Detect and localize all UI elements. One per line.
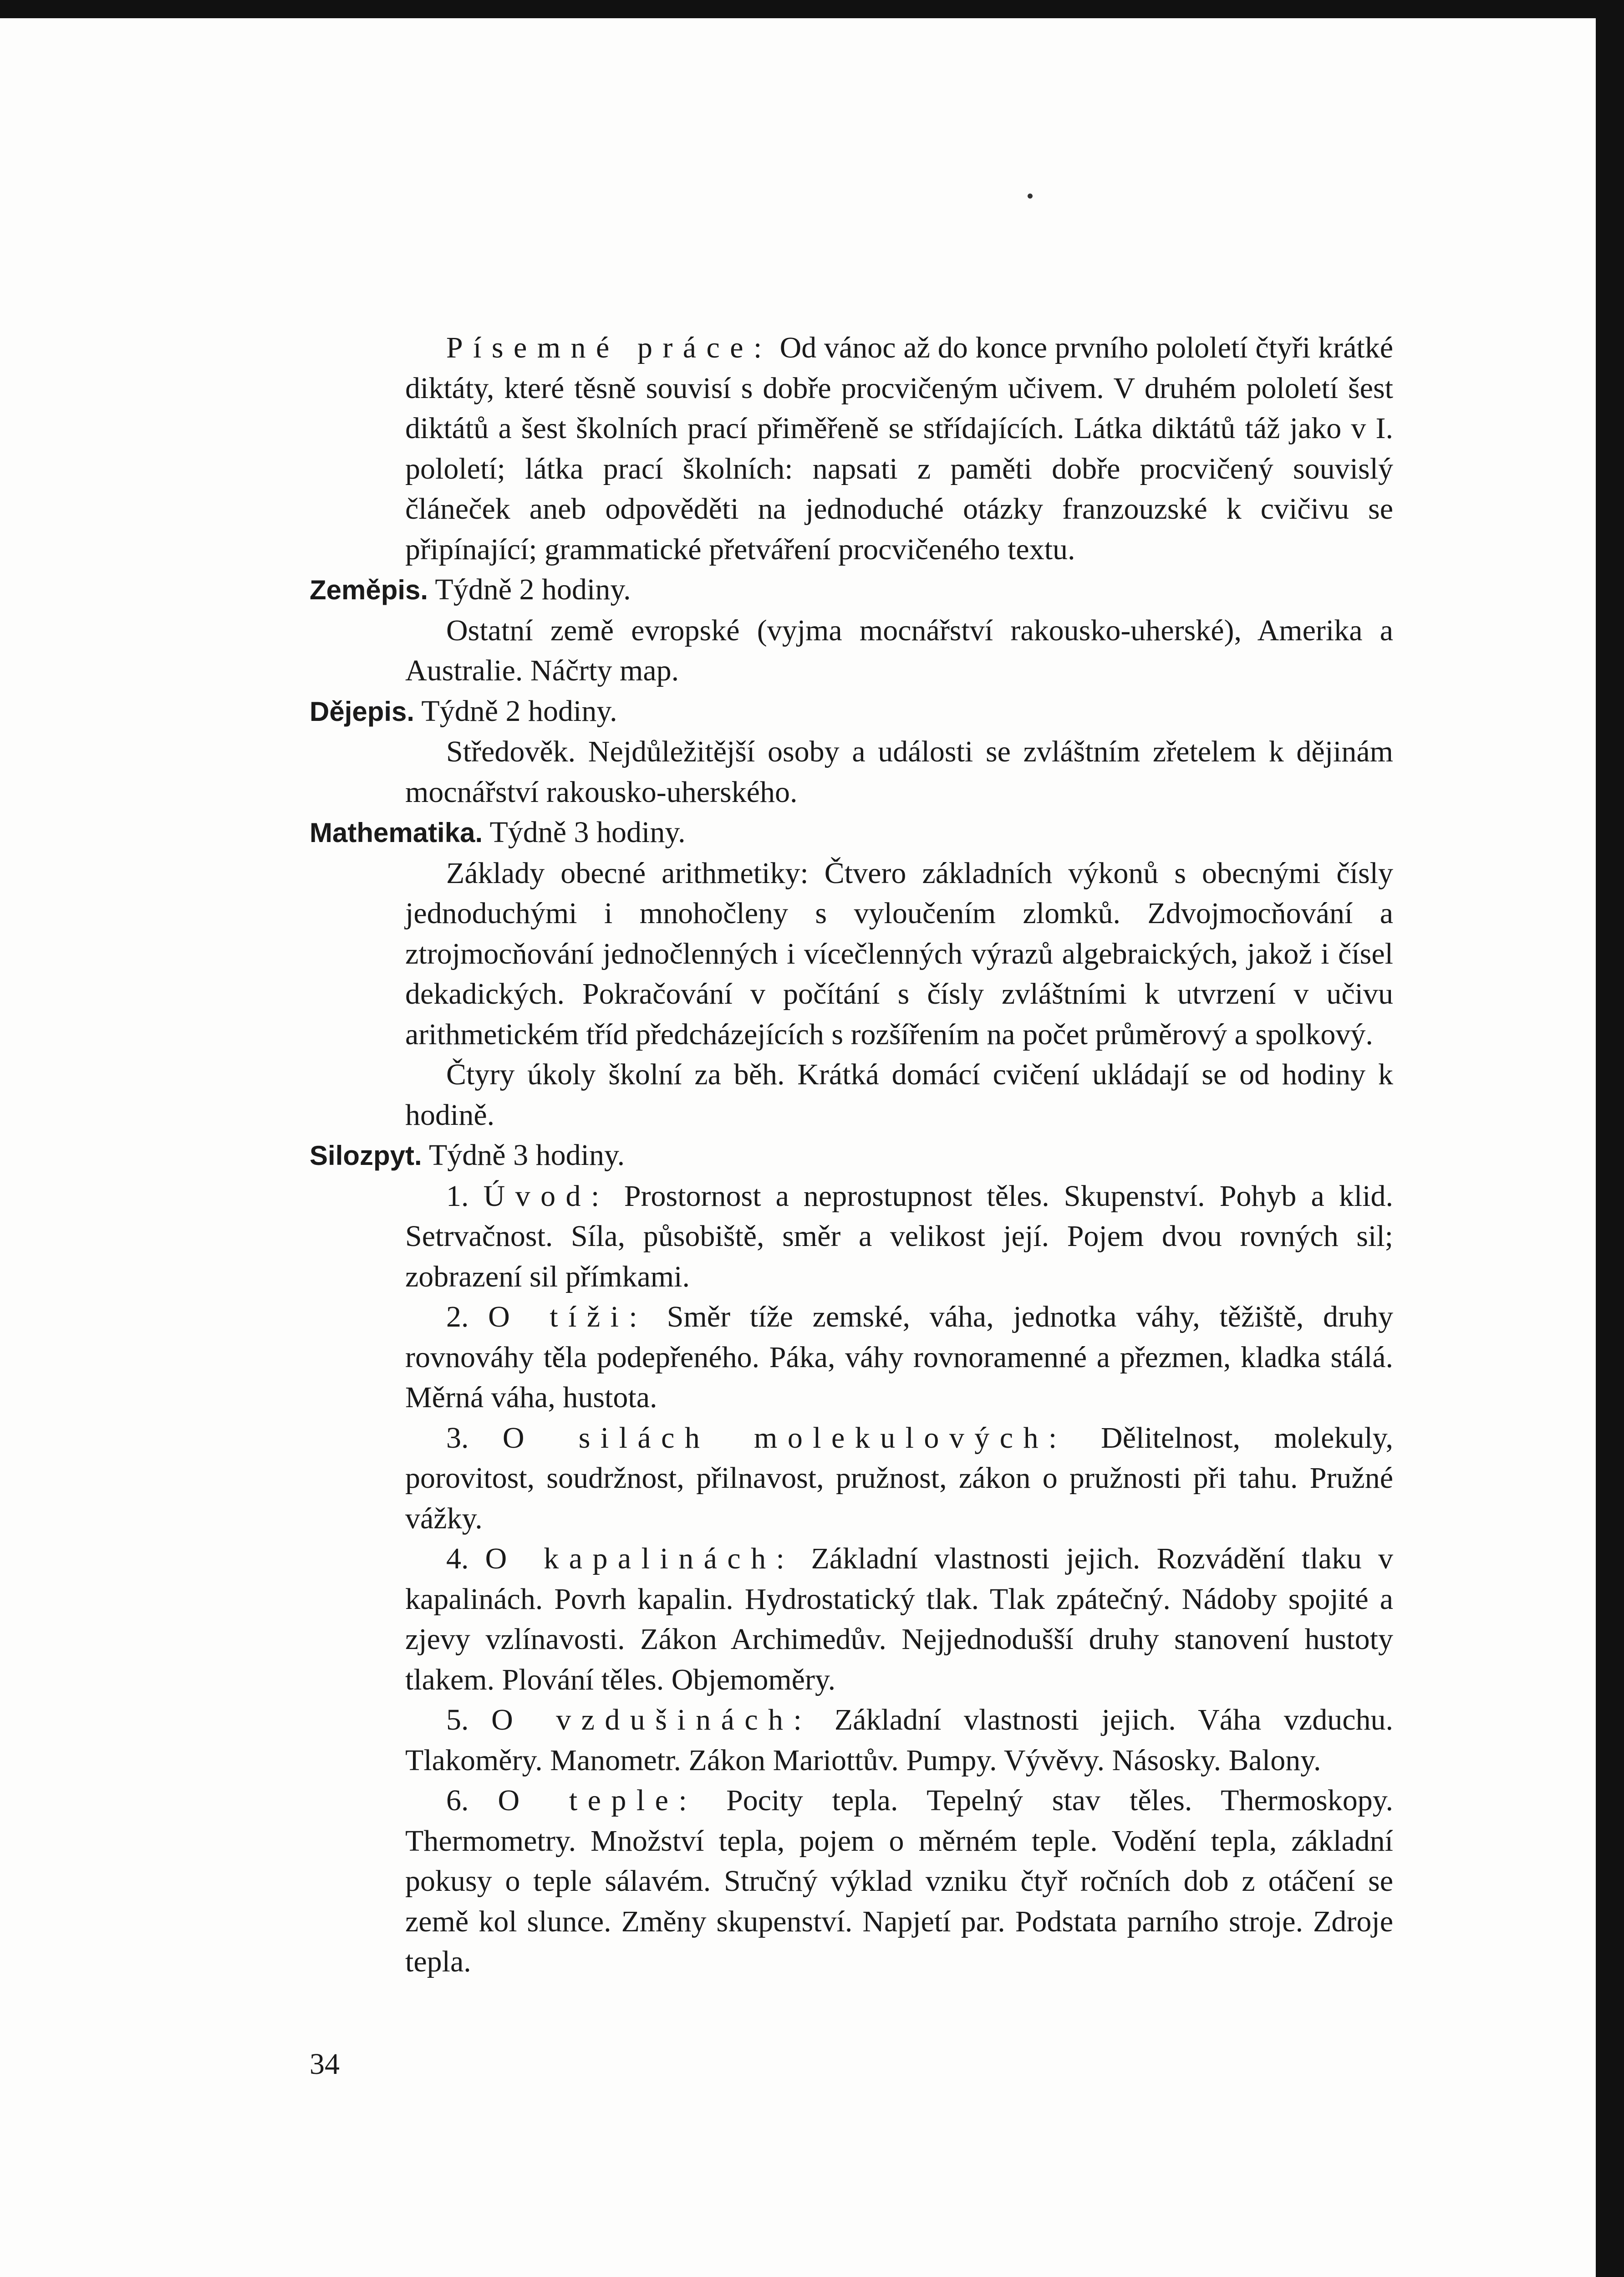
item-number: 1.	[446, 1179, 469, 1213]
book-page	[0, 18, 1596, 2277]
item-title: Úvod:	[483, 1179, 610, 1213]
intro-text: Od vánoc až do konce prvního pololetí čtyři krátké diktáty, které těsně souvisí s dobře procvičeným učivem. V druhém pololetí šest diktátů a šest školních prací přiměřeně se střídajících. Látka diktátů táž jako v I. pololetí; látka prací školních: napsati z paměti dobře procvičený souvislý článeček aneb odpověděti na jednoduché otázky franzouzské k cvičivu se připínající; grammatické přetváření procvičeného textu.	[405, 331, 1394, 566]
item-title: O silách molekulových:	[502, 1421, 1067, 1455]
mathematika-paragraph-2: Čtyry úkoly školní za běh. Krátká domácí cvičení ukládají se od hodiny k hodině.	[405, 1058, 1393, 1132]
zemepis-label: Zeměpis.	[310, 575, 428, 605]
item-title: O vzdušinách:	[491, 1703, 812, 1736]
silozpyt-label: Silozpyt.	[310, 1140, 422, 1171]
silozpyt-item	[310, 1176, 1393, 1297]
zemepis-heading	[310, 570, 1393, 611]
item-title: O kapalinách:	[485, 1542, 795, 1575]
dejepis-label: Dějepis.	[310, 696, 415, 727]
item-number: 3.	[446, 1421, 469, 1455]
dejepis-hours: Týdně 2 hodiny.	[414, 694, 617, 728]
mathematika-heading	[310, 812, 1393, 853]
item-text: Pocity tepla. Tepelný stav těles. Thermoskopy. Thermometry. Množství tepla, pojem o měrném teple. Vodění tepla, základní pokusy o teple sálavém. Stručný výklad vzniku čtyř ročních dob z otáčení se země kol slunce. Změny skupenství. Napjetí par. Podstata parního stroje. Zdroje tepla.	[405, 1784, 1393, 1978]
mathematika-label: Mathematika.	[310, 817, 483, 848]
item-text: Základní vlastnosti jejich. Váha vzduchu. Tlakoměry. Manometr. Zákon Mariottův. Pumpy. Vývěvy. Násosky. Balony.	[405, 1703, 1393, 1777]
mathematika-paragraph-1: Základy obecné arithmetiky: Čtvero základních výkonů s obecnými čísly jednoduchými i mnohočleny s vyloučením zlomků. Zdvojmocňování a ztrojmocňování jednočlenných i vícečlenných výrazů algebraických, jakož i čísel dekadických. Pokračování v počítání s čísly zvláštními k utvrzení v učivu arithmetickém tříd předcházejících s rozšířením na počet průměrový a spolkový.	[405, 856, 1393, 1051]
dejepis-text: Středověk. Nejdůležitější osoby a události se zvláštním zřetelem k dějinám mocnářství rakousko-uherského.	[405, 735, 1393, 809]
item-number: 5.	[446, 1703, 469, 1736]
item-text: Směr tíže zemské, váha, jednotka váhy, těžiště, druhy rovnováhy těla podepřeného. Páka, váhy rovnoramenné a přezmen, kladka stálá. Měrná váha, hustota.	[405, 1300, 1393, 1414]
item-number: 4.	[446, 1542, 469, 1575]
item-text: Dělitelnost, molekuly, porovitost, soudržnost, přilnavost, pružnost, zákon o pružnosti při tahu. Pružné vážky.	[405, 1421, 1393, 1535]
silozpyt-item	[310, 1539, 1393, 1700]
item-text: Základní vlastnosti jejich. Rozvádění tlaku v kapalinách. Povrh kapalin. Hydrostatický tlak. Tlak zpátečný. Nádoby spojité a zjevy vzlínavosti. Zákon Archimedův. Nejjednodušší druhy stanovení hustoty tlakem. Plování těles. Objemoměry.	[405, 1542, 1393, 1696]
item-number: 2.	[446, 1300, 469, 1333]
zemepis-hours: Týdně 2 hodiny.	[428, 573, 631, 606]
speck	[1028, 194, 1033, 199]
text-column	[310, 328, 1393, 1982]
silozpyt-item	[310, 1297, 1393, 1418]
intro-paragraph	[310, 328, 1393, 570]
mathematika-hours: Týdně 3 hodiny.	[483, 816, 686, 849]
zemepis-text: Ostatní země evropské (vyjma mocnářství rakousko-uherské), Amerika a Australie. Náčrty map.	[405, 613, 1393, 687]
page-number: 34	[310, 2047, 340, 2081]
item-title: O tíži:	[488, 1300, 648, 1333]
silozpyt-hours: Týdně 3 hodiny.	[422, 1138, 625, 1172]
silozpyt-item	[310, 1418, 1393, 1539]
intro-label: Písemné práce:	[446, 331, 772, 364]
silozpyt-item	[310, 1781, 1393, 1982]
dejepis-heading	[310, 691, 1393, 732]
silozpyt-heading	[310, 1135, 1393, 1176]
silozpyt-item	[310, 1700, 1393, 1781]
item-number: 6.	[446, 1784, 469, 1817]
item-title: O teple:	[498, 1784, 697, 1817]
item-text: Prostornost a neprostupnost těles. Skupenství. Pohyb a klid. Setrvačnost. Síla, působiště, směr a velikost její. Pojem dvou rovných sil; zobrazení sil přímkami.	[405, 1179, 1394, 1293]
